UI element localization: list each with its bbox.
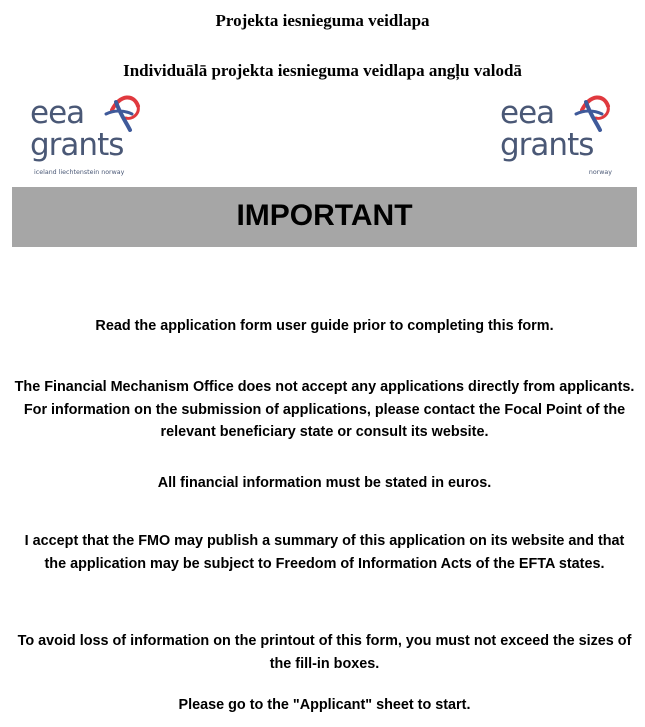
form-title: Projekta iesnieguma veidlapa <box>215 11 430 30</box>
important-banner <box>12 187 637 247</box>
important-heading: IMPORTANT <box>236 199 413 232</box>
instruction-user-guide: Read the application form user guide prior to completing this form. <box>95 318 554 334</box>
eea-grants-logo-right <box>500 92 616 182</box>
form-subtitle: Individuālā projekta iesnieguma veidlapa angļu valodā <box>123 61 522 80</box>
logo-countries-text: norway <box>588 169 612 176</box>
logo-grants-text: grants <box>500 127 594 163</box>
eea-grants-logo-left <box>30 92 146 182</box>
logo-eea-text: eea <box>500 95 555 131</box>
logo-countries-text: iceland liechtenstein norway <box>34 169 125 176</box>
eea-swoosh-icon <box>572 92 614 132</box>
eea-swoosh-icon <box>102 92 144 132</box>
logo-eea-text: eea <box>30 95 85 131</box>
instruction-currency: All financial information must be stated in euros. <box>157 475 492 491</box>
instruction-box-sizes: To avoid loss of information on the printout of this form, you must not exceed the sizes of the fill-in boxes. <box>17 633 632 672</box>
instruction-submission: The Financial Mechanism Office does not accept any applications directly from applicants. For information on the submission of applications, please contact the Focal Point of the relevant beneficiary state or consult its website. <box>14 379 635 440</box>
instruction-start: Please go to the "Applicant" sheet to start. <box>178 697 471 713</box>
instruction-publication-consent: I accept that the FMO may publish a summary of this application on its website and that the application may be subject to Freedom of Information Acts of the EFTA states. <box>24 533 625 572</box>
logo-grants-text: grants <box>30 127 124 163</box>
